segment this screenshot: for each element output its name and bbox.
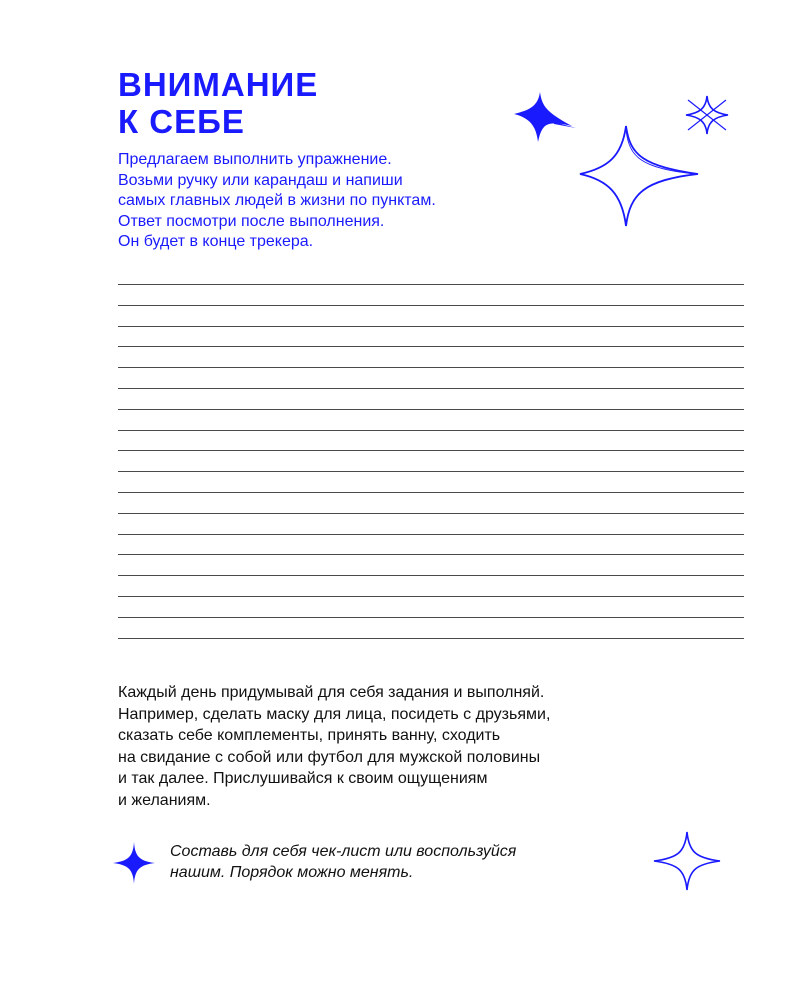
writing-line[interactable] — [118, 305, 744, 326]
note-text — [170, 842, 640, 883]
writing-line[interactable] — [118, 346, 744, 367]
intro-line: Предлагаем выполнить упражнение. — [118, 151, 392, 168]
writing-line[interactable] — [118, 450, 744, 471]
note-line: Составь для себя чек-лист или воспользуйся — [170, 843, 517, 860]
body-line: и желаниям. — [118, 791, 211, 809]
intro-text — [118, 150, 558, 253]
sparkle-outline-icon — [652, 830, 722, 892]
intro-line: Он будет в конце трекера. — [118, 233, 314, 250]
body-line: Например, сделать маску для лица, посидеть с друзьями, — [118, 705, 551, 723]
writing-line[interactable] — [118, 575, 744, 596]
page-title-line-1: ВНИМАНИЕ — [118, 66, 319, 103]
body-line: сказать себе комплементы, принять ванну, сходить — [118, 727, 501, 744]
body-line: на свидание с собой или футбол для мужской половины — [118, 748, 541, 766]
writing-line[interactable] — [118, 388, 744, 409]
writing-line[interactable] — [118, 409, 744, 430]
intro-line: самых главных людей в жизни по пунктам. — [118, 192, 436, 209]
writing-line[interactable] — [118, 534, 744, 555]
writing-line[interactable] — [118, 513, 744, 534]
sparkle-large-outline-icon — [578, 124, 702, 228]
writing-line[interactable] — [118, 430, 744, 451]
writing-line[interactable] — [118, 554, 744, 575]
body-text — [118, 682, 718, 811]
writing-line[interactable] — [118, 284, 744, 305]
writing-line[interactable] — [118, 367, 744, 388]
writing-line[interactable] — [118, 492, 744, 513]
writing-lines — [118, 284, 744, 658]
sparkle-filled-icon — [111, 840, 157, 886]
writing-line[interactable] — [118, 326, 744, 347]
writing-line[interactable] — [118, 617, 744, 638]
body-line: и так далее. Прислушивайся к своим ощущениям — [118, 770, 488, 787]
note-line: нашим. Порядок можно менять. — [170, 863, 414, 881]
writing-line[interactable] — [118, 596, 744, 617]
intro-line: Возьми ручку или карандаш и напиши — [118, 171, 403, 189]
intro-line: Ответ посмотри после выполнения. — [118, 212, 385, 230]
writing-line[interactable] — [118, 471, 744, 492]
page-title-line-2: К СЕБЕ — [118, 103, 245, 140]
page-title — [118, 66, 318, 140]
sparkle-filled-icon — [512, 92, 578, 142]
writing-line[interactable] — [118, 638, 744, 659]
body-line: Каждый день придумывай для себя задания и выполняй. — [118, 684, 545, 701]
